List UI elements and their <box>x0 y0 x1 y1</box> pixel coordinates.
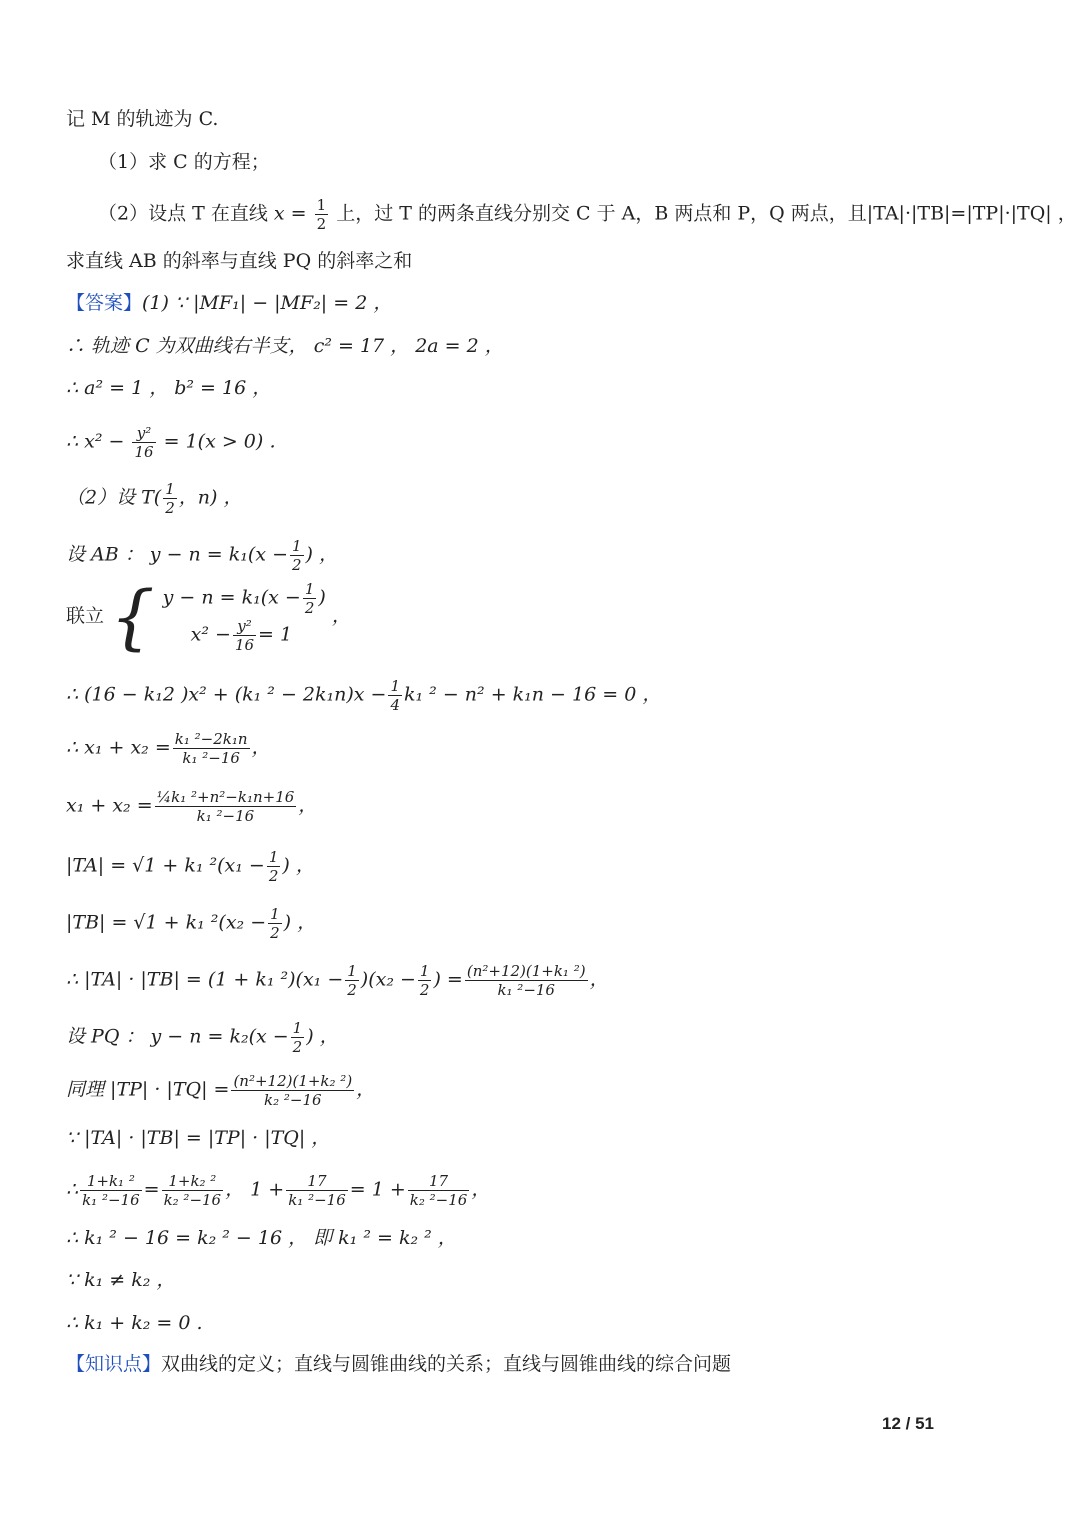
answer-tag: 【答案】 <box>66 292 143 314</box>
question-2: （2）设点 T 在直线 x = $\frac{1}{2}$ 上，过 T 的两条直线分别交 C 于 A，B 两点和 P，Q 两点，且|TA|·|TB|=|TP|·|TQ| ， <box>98 196 1077 233</box>
answer-line-15: 同理 |TP| · |TQ| = $\frac{\text{(n²+12)(1+k₂ ²)}}{\text{k₂ ²−16}}$ ， <box>66 1072 376 1109</box>
fraction-half: $\frac{1}{2}$ <box>316 196 327 233</box>
answer-line-18: ∴ k₁ ² − 16 = k₂ ² − 16 ， 即 k₁ ² = k₂ ² ， <box>66 1227 457 1249</box>
answer-line-11: |TA| = √1 + k₁ ²(x₁ − $\frac{1}{2}$ ) ， <box>66 848 315 885</box>
answer-line-12: |TB| = √1 + k₁ ²(x₂ − $\frac{1}{2}$ ) ， <box>66 905 317 942</box>
fraction-half: $\frac{1}{2}$ <box>292 537 302 574</box>
fraction-y2-16: $\frac{\text{y²}}{16}$ <box>134 424 154 461</box>
page-number: 12 / 51 <box>882 1414 934 1433</box>
answer-line-6: 设 AB ： y − n = k₁(x − $\frac{1}{2}$ ) ， <box>66 537 338 574</box>
answer-line-8: ∴ (16 − k₁2 )x² + (k₁ ² − 2k₁n)x − $\frac{1}{4}$ k₁ ² − n² + k₁n − 16 = 0 ， <box>66 677 662 714</box>
brace-glyph: { <box>110 576 155 658</box>
knowledge-tag: 【知识点】 <box>66 1353 162 1375</box>
answer-line-10: x₁ + x₂ = $\frac{\text{¼k₁ ²+n²−k₁n+16}}{\text{k₁ ²−16}}$ ， <box>66 788 318 825</box>
fraction-half: $\frac{1}{2}$ <box>165 480 175 517</box>
equation-system: y − n = k₁(x − $\frac{1}{2}$ ) x² − $\frac{\text{y²}}{16}$ = 1 <box>162 580 326 654</box>
answer-line-16: ∵ |TA| · |TB| = |TP| · |TQ| ， <box>66 1127 331 1149</box>
answer-line-14: 设 PQ ： y − n = k₂(x − $\frac{1}{2}$ ) ， <box>66 1019 339 1056</box>
answer-line-4: ∴ x² − $\frac{\text{y²}}{16}$ = 1(x > 0) ． <box>66 424 289 461</box>
answer-line-5: （2）设 T( $\frac{1}{2}$ ，n) ， <box>66 480 243 517</box>
answer-line-1: 【答案】(1) ∵ |MF₁| − |MF₂| = 2 ， <box>66 292 393 314</box>
answer-line-13: ∴ |TA| · |TB| = (1 + k₁ ²)(x₁ − $\frac{1}{2}$ )(x₂ − $\frac{1}{2}$ ) = $\frac{\text{(n²+12)(1+k₁ ²)}}{\text{k₁ ²−16}}$ ， <box>66 962 609 999</box>
answer-line-9: ∴ x₁ + x₂ = $\frac{\text{k₁ ²−2k₁n}}{\text{k₁ ²−16}}$ ， <box>66 730 271 767</box>
question-2-cont: 求直线 AB 的斜率与直线 PQ 的斜率之和 <box>66 250 413 272</box>
answer-line-17: ∴ $\frac{\text{1+k₁ ²}}{\text{k₁ ²−16}}$ = $\frac{\text{1+k₂ ²}}{\text{k₂ ²−16}}$ ， 1 + $\frac{17}{\text{k₁ ²−16}}$ = 1 + $\frac{17}{\text{k₂ ²−16}}$ ， <box>66 1172 491 1209</box>
knowledge-points: 【知识点】双曲线的定义；直线与圆锥曲线的关系；直线与圆锥曲线的综合问题 <box>66 1353 732 1375</box>
fraction-quarter: $\frac{1}{4}$ <box>390 677 401 714</box>
question-1: （1）求 C 的方程； <box>98 151 270 173</box>
answer-line-20: ∴ k₁ + k₂ = 0 . <box>66 1312 203 1334</box>
line-intro: 记 M 的轨迹为 C. <box>66 108 219 130</box>
answer-system: 联立 { y − n = k₁(x − $\frac{1}{2}$ ) x² − $\frac{\text{y²}}{16}$ = 1 ， <box>66 576 351 658</box>
answer-line-19: ∵ k₁ ≠ k₂ ， <box>66 1269 176 1291</box>
fraction-sum: $\frac{\text{k₁ ²−2k₁n}}{\text{k₁ ²−16}}$ <box>174 730 248 767</box>
fraction-product: $\frac{\text{¼k₁ ²+n²−k₁n+16}}{\text{k₁ ²−16}}$ <box>156 788 295 825</box>
answer-line-3: ∴ a² = 1 ， b² = 16 ， <box>66 377 272 399</box>
answer-line-2: ∴ 轨迹 C 为双曲线右半支， c² = 17 ， 2a = 2 ， <box>66 335 504 357</box>
